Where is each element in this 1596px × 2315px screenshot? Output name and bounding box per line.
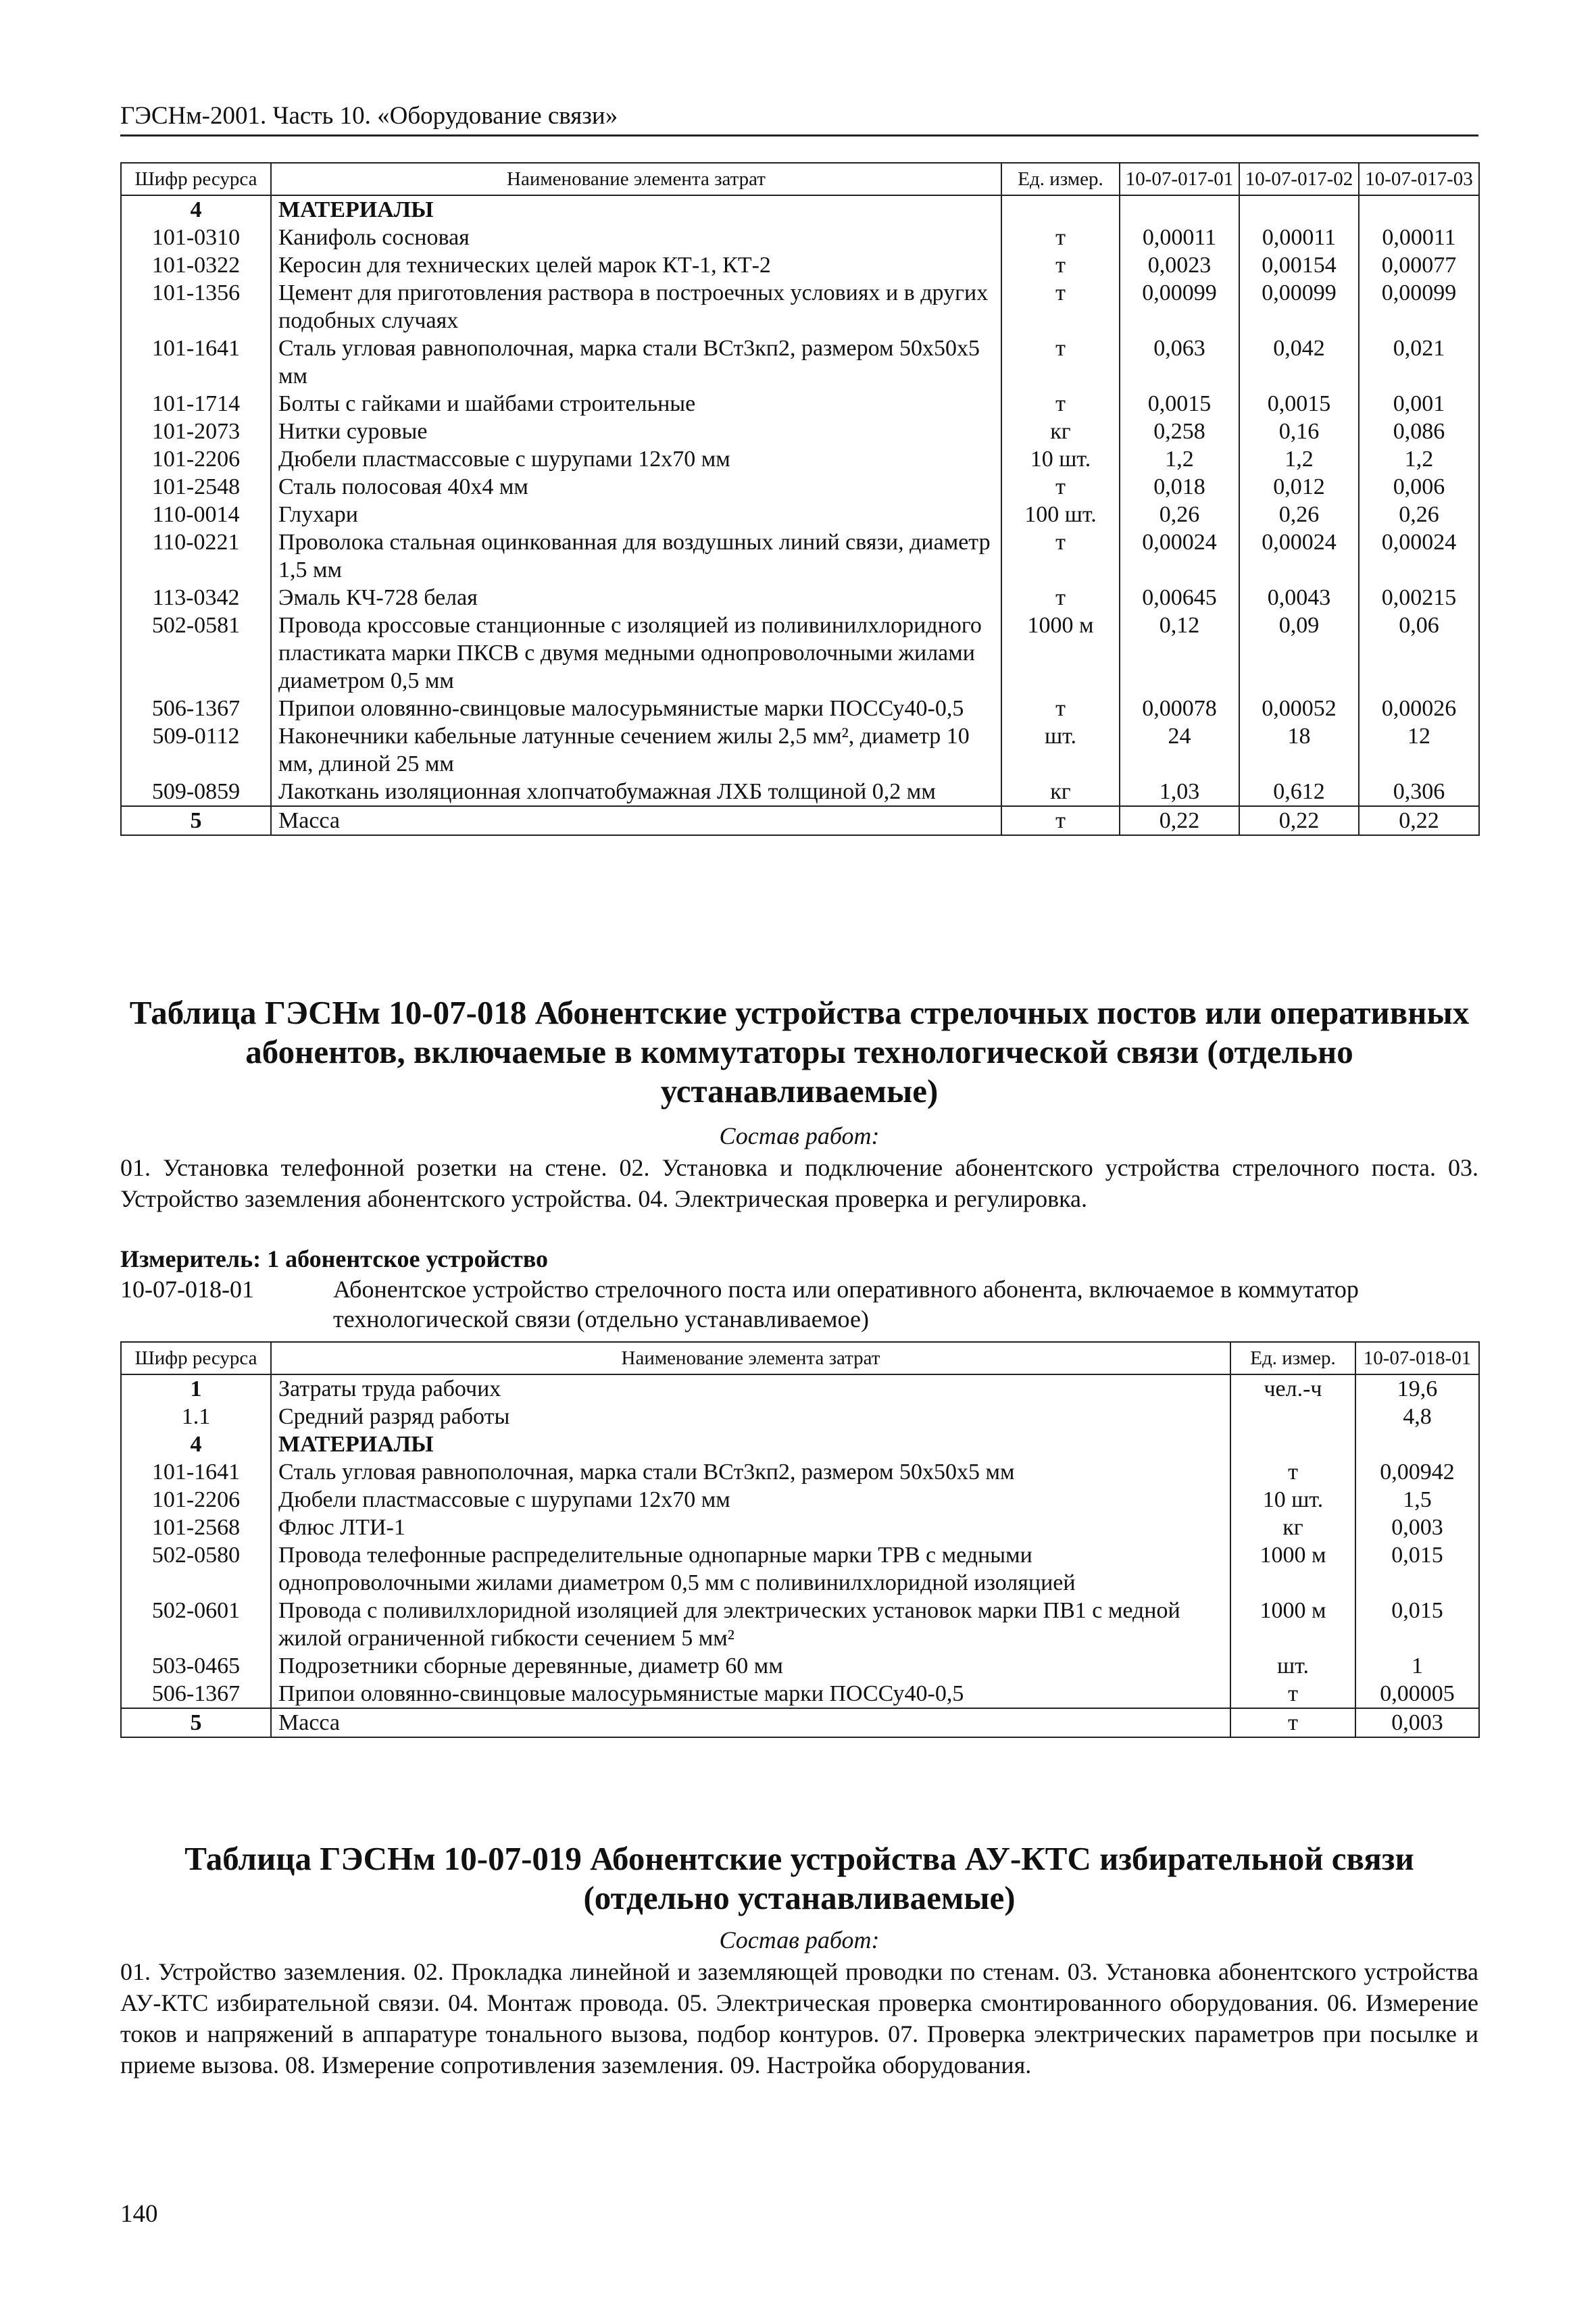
resource-unit: т	[1001, 251, 1120, 279]
works-header-019: Состав работ:	[719, 1926, 880, 1953]
mass-name: Масса	[271, 1708, 1230, 1737]
section-code: 4	[121, 1430, 271, 1458]
norm-value-3: 0,021	[1359, 334, 1479, 390]
resource-code: 502-0581	[121, 612, 271, 695]
table-row	[121, 501, 1479, 528]
header-code: Шифр ресурса	[121, 163, 271, 195]
norm-value-1: 19,6	[1355, 1374, 1479, 1403]
norm-value-2: 0,09	[1239, 612, 1359, 695]
header-unit: Ед. измер.	[1230, 1342, 1355, 1374]
mass-name: Масса	[271, 806, 1001, 835]
norm-value-3: 0,00024	[1359, 528, 1479, 584]
section-row	[121, 195, 1479, 224]
norm-value-1: 0,00099	[1120, 279, 1239, 334]
norm-value-3: 0,00026	[1359, 695, 1479, 722]
table-row	[121, 390, 1479, 418]
norm-value-1: 0,015	[1355, 1541, 1479, 1597]
resource-name: Керосин для технических целей марок КТ-1, КТ-2	[271, 251, 1001, 279]
norm-value-3: 0,00215	[1359, 584, 1479, 612]
norm-value-2: 0,00099	[1239, 279, 1359, 334]
resource-name: Дюбели пластмассовые с шурупами 12х70 мм	[271, 445, 1001, 473]
table-row	[121, 1458, 1479, 1486]
works-header-018: Состав работ:	[719, 1122, 880, 1149]
resource-name: Проволока стальная оцинкованная для воздушных линий связи, диаметр 1,5 мм	[271, 528, 1001, 584]
norm-value-1: 4,8	[1355, 1403, 1479, 1430]
norm-value-1: 0,258	[1120, 418, 1239, 445]
norm-value-1: 0,12	[1120, 612, 1239, 695]
resource-code: 503-0465	[121, 1652, 271, 1680]
table-row	[121, 1403, 1479, 1430]
table-row	[121, 778, 1479, 806]
table-row	[121, 279, 1479, 334]
mass-code: 5	[121, 1708, 271, 1737]
norm-value-1: 0,063	[1120, 334, 1239, 390]
resource-name: Цемент для приготовления раствора в построечных условиях и в других подобных случаях	[271, 279, 1001, 334]
norm-value-2: 0,00024	[1239, 528, 1359, 584]
table-row	[121, 224, 1479, 251]
resource-unit: т	[1001, 528, 1120, 584]
table-header-row	[121, 163, 1479, 195]
resource-name: Эмаль КЧ-728 белая	[271, 584, 1001, 612]
norm-value-2: 0,00011	[1239, 224, 1359, 251]
norm-value-2: 0,0015	[1239, 390, 1359, 418]
empty-cell	[1001, 195, 1120, 224]
table-row	[121, 528, 1479, 584]
resource-unit: т	[1230, 1680, 1355, 1708]
norm-value-1: 1,03	[1120, 778, 1239, 806]
resource-code: 509-0859	[121, 778, 271, 806]
mass-value-1: 0,22	[1120, 806, 1239, 835]
norm-value-3: 0,26	[1359, 501, 1479, 528]
resource-unit: т	[1001, 584, 1120, 612]
mass-value-1: 0,003	[1355, 1708, 1479, 1737]
norm-value-1: 24	[1120, 722, 1239, 778]
resource-name: Болты с гайками и шайбами строительные	[271, 390, 1001, 418]
resource-code: 502-0601	[121, 1597, 271, 1652]
mass-row	[121, 1708, 1479, 1737]
resource-code: 506-1367	[121, 1680, 271, 1708]
header-unit: Ед. измер.	[1001, 163, 1120, 195]
norm-value-3: 12	[1359, 722, 1479, 778]
norm-value-2: 0,012	[1239, 473, 1359, 501]
norm-value-2: 0,26	[1239, 501, 1359, 528]
resource-code: 101-1356	[121, 279, 271, 334]
page-number: 140	[120, 2200, 158, 2228]
norm-value-1: 0,0023	[1120, 251, 1239, 279]
table-header-row	[121, 1342, 1479, 1374]
table-018-title: Таблица ГЭСНм 10-07-018 Абонентские устройства стрелочных постов или оперативных абонентов, включаемые в коммутаторы технологической связи (отдельно устанавливаемые)	[129, 994, 1470, 1110]
header-norm-1: 10-07-017-01	[1120, 163, 1239, 195]
norm-value-3: 0,086	[1359, 418, 1479, 445]
norm-value-1: 0,00005	[1355, 1680, 1479, 1708]
works-text-019: 01. Устройство заземления. 02. Прокладка линейной и заземляющей проводки по стенам. 03. Установка абонентского устройства АУ-КТС избирательной связи. 04. Монтаж провода. 05. Электрическая проверка смонтированного оборудования. 06. Измерение токов и напряжений в аппаратуре тонального вызова, подбор контуров. 07. Проверка электрических параметров при посылке и приеме вызова. 08. Измерение сопротивления заземления. 09. Настройка оборудования.	[120, 1958, 1478, 2078]
resource-name: Средний разряд работы	[271, 1403, 1230, 1430]
section-name: МАТЕРИАЛЫ	[271, 195, 1001, 224]
table-row	[121, 251, 1479, 279]
norm-value-1: 1	[1355, 1652, 1479, 1680]
resource-unit: т	[1001, 473, 1120, 501]
norm-value-1: 0,00078	[1120, 695, 1239, 722]
resource-code: 1.1	[121, 1403, 271, 1430]
norm-value-1: 0,003	[1355, 1514, 1479, 1541]
resource-name: Припои оловянно-свинцовые малосурьмянистые марки ПОССу40-0,5	[271, 695, 1001, 722]
table-row	[121, 1514, 1479, 1541]
norm-value-2: 0,16	[1239, 418, 1359, 445]
norm-value-3: 1,2	[1359, 445, 1479, 473]
norm-value-1: 0,018	[1120, 473, 1239, 501]
norm-value-1: 0,015	[1355, 1597, 1479, 1652]
norm-value-1: 1,2	[1120, 445, 1239, 473]
resource-code: 101-2073	[121, 418, 271, 445]
norm-value-3: 0,00011	[1359, 224, 1479, 251]
resource-unit: 10 шт.	[1230, 1486, 1355, 1514]
norm-value-2: 18	[1239, 722, 1359, 778]
works-text-018: 01. Установка телефонной розетки на стене. 02. Установка и подключение абонентского устройства стрелочного поста. 03. Устройство заземления абонентского устройства. 04. Электрическая проверка и регулировка.	[120, 1154, 1478, 1212]
resource-name: Затраты труда рабочих	[271, 1374, 1230, 1403]
norm-value-2: 0,612	[1239, 778, 1359, 806]
empty-cell	[1230, 1430, 1355, 1458]
running-header: ГЭСНм-2001. Часть 10. «Оборудование связи»	[120, 101, 1478, 136]
resource-code: 101-0310	[121, 224, 271, 251]
table-019-title: Таблица ГЭСНм 10-07-019 Абонентские устройства АУ-КТС избирательной связи (отдельно устанавливаемые)	[184, 1840, 1414, 1916]
resource-unit: кг	[1001, 778, 1120, 806]
norm-value-1: 0,00645	[1120, 584, 1239, 612]
resource-name: Провода кроссовые станционные с изоляцией из поливинилхлоридного пластиката марки ПКСВ с двумя медными однопроволочными жилами диаметром 0,5 мм	[271, 612, 1001, 695]
resource-code: 506-1367	[121, 695, 271, 722]
resource-code: 101-0322	[121, 251, 271, 279]
resource-code: 110-0221	[121, 528, 271, 584]
resource-name: Канифоль сосновая	[271, 224, 1001, 251]
resource-unit: кг	[1230, 1514, 1355, 1541]
mass-value-3: 0,22	[1359, 806, 1479, 835]
resource-unit: шт.	[1001, 722, 1120, 778]
norm-value-2: 0,00052	[1239, 695, 1359, 722]
resource-code: 1	[121, 1374, 271, 1403]
resource-code: 509-0112	[121, 722, 271, 778]
norm-value-3: 0,001	[1359, 390, 1479, 418]
header-norm-3: 10-07-017-03	[1359, 163, 1479, 195]
table-row	[121, 473, 1479, 501]
resource-unit: 1000 м	[1230, 1541, 1355, 1597]
resource-name: Лакоткань изоляционная хлопчатобумажная ЛХБ толщиной 0,2 мм	[271, 778, 1001, 806]
mass-unit: т	[1230, 1708, 1355, 1737]
resource-name: Провода с поливилхлоридной изоляцией для электрических установок марки ПВ1 с медной жилой ограниченной гибкости сечением 5 мм²	[271, 1597, 1230, 1652]
resource-code: 101-2548	[121, 473, 271, 501]
norm-name: Абонентское устройство стрелочного поста или оперативного абонента, включаемое в коммутатор технологической связи (отдельно устанавливаемое)	[333, 1276, 1359, 1333]
resource-code: 101-1641	[121, 334, 271, 390]
resource-code: 101-2206	[121, 445, 271, 473]
section-code: 4	[121, 195, 271, 224]
table-row	[121, 1652, 1479, 1680]
norm-value-2: 0,00154	[1239, 251, 1359, 279]
resource-unit: 10 шт.	[1001, 445, 1120, 473]
resource-name: Провода телефонные распределительные однопарные марки ТРВ с медными однопроволочными жилами диаметром 0,5 мм с поливинилхлоридной изоляцией	[271, 1541, 1230, 1597]
resource-code: 502-0580	[121, 1541, 271, 1597]
resource-unit: т	[1230, 1458, 1355, 1486]
norm-value-2: 0,0043	[1239, 584, 1359, 612]
resource-name: Подрозетники сборные деревянные, диаметр 60 мм	[271, 1652, 1230, 1680]
resource-name: Припои оловянно-свинцовые малосурьмянистые марки ПОССу40-0,5	[271, 1680, 1230, 1708]
table-row	[121, 695, 1479, 722]
norm-value-1: 0,00942	[1355, 1458, 1479, 1486]
resource-unit: 1000 м	[1001, 612, 1120, 695]
norm-value-3: 0,006	[1359, 473, 1479, 501]
header-code: Шифр ресурса	[121, 1342, 271, 1374]
resource-code: 113-0342	[121, 584, 271, 612]
section-name: МАТЕРИАЛЫ	[271, 1430, 1230, 1458]
resource-name: Глухари	[271, 501, 1001, 528]
table-row	[121, 1597, 1479, 1652]
resource-unit: 100 шт.	[1001, 501, 1120, 528]
resource-code: 101-2568	[121, 1514, 271, 1541]
norm-value-3: 0,00099	[1359, 279, 1479, 334]
resource-unit: 1000 м	[1230, 1597, 1355, 1652]
header-name: Наименование элемента затрат	[271, 1342, 1230, 1374]
norm-value-1: 0,00024	[1120, 528, 1239, 584]
table-row	[121, 1541, 1479, 1597]
header-name: Наименование элемента затрат	[271, 163, 1001, 195]
resource-code: 101-1714	[121, 390, 271, 418]
norm-value-3: 0,00077	[1359, 251, 1479, 279]
table-row	[121, 418, 1479, 445]
resource-name: Сталь угловая равнополочная, марка стали ВСт3кп2, размером 50х50х5 мм	[271, 1458, 1230, 1486]
resource-unit: кг	[1001, 418, 1120, 445]
mass-code: 5	[121, 806, 271, 835]
resource-unit: т	[1001, 390, 1120, 418]
resource-unit: т	[1001, 695, 1120, 722]
section-row	[121, 1430, 1479, 1458]
norm-value-1: 0,0015	[1120, 390, 1239, 418]
resource-unit	[1230, 1403, 1355, 1430]
table-row	[121, 445, 1479, 473]
empty-cell	[1359, 195, 1479, 224]
norm-value-2: 1,2	[1239, 445, 1359, 473]
resource-code: 110-0014	[121, 501, 271, 528]
mass-unit: т	[1001, 806, 1120, 835]
resource-code: 101-2206	[121, 1486, 271, 1514]
meter-018: Измеритель: 1 абонентское устройство	[120, 1245, 549, 1272]
header-norm-2: 10-07-017-02	[1239, 163, 1359, 195]
norm-code: 10-07-018-01	[120, 1276, 254, 1303]
norm-value-1: 0,00011	[1120, 224, 1239, 251]
empty-cell	[1120, 195, 1239, 224]
resource-name: Наконечники кабельные латунные сечением жилы 2,5 мм², диаметр 10 мм, длиной 25 мм	[271, 722, 1001, 778]
resource-name: Нитки суровые	[271, 418, 1001, 445]
resource-name: Флюс ЛТИ-1	[271, 1514, 1230, 1541]
resource-name: Сталь полосовая 40х4 мм	[271, 473, 1001, 501]
table-row	[121, 722, 1479, 778]
resource-name: Сталь угловая равнополочная, марка стали ВСт3кп2, размером 50х50х5 мм	[271, 334, 1001, 390]
resource-name: Дюбели пластмассовые с шурупами 12х70 мм	[271, 1486, 1230, 1514]
norm-value-1: 1,5	[1355, 1486, 1479, 1514]
resource-unit: т	[1001, 279, 1120, 334]
resource-unit: шт.	[1230, 1652, 1355, 1680]
header-norm-1: 10-07-018-01	[1355, 1342, 1479, 1374]
resource-unit: чел.-ч	[1230, 1374, 1355, 1403]
table-row	[121, 1374, 1479, 1403]
mass-value-2: 0,22	[1239, 806, 1359, 835]
empty-cell	[1239, 195, 1359, 224]
resource-unit: т	[1001, 334, 1120, 390]
resource-unit: т	[1001, 224, 1120, 251]
resource-table-018	[120, 1341, 1480, 1738]
table-row	[121, 1486, 1479, 1514]
table-row	[121, 584, 1479, 612]
table-row	[121, 612, 1479, 695]
norm-value-1: 0,26	[1120, 501, 1239, 528]
mass-row	[121, 806, 1479, 835]
norm-value-2: 0,042	[1239, 334, 1359, 390]
table-row	[121, 1680, 1479, 1708]
norm-value-3: 0,06	[1359, 612, 1479, 695]
table-row	[121, 334, 1479, 390]
norm-value-3: 0,306	[1359, 778, 1479, 806]
resource-code: 101-1641	[121, 1458, 271, 1486]
empty-cell	[1355, 1430, 1479, 1458]
resource-table-017	[120, 162, 1480, 836]
